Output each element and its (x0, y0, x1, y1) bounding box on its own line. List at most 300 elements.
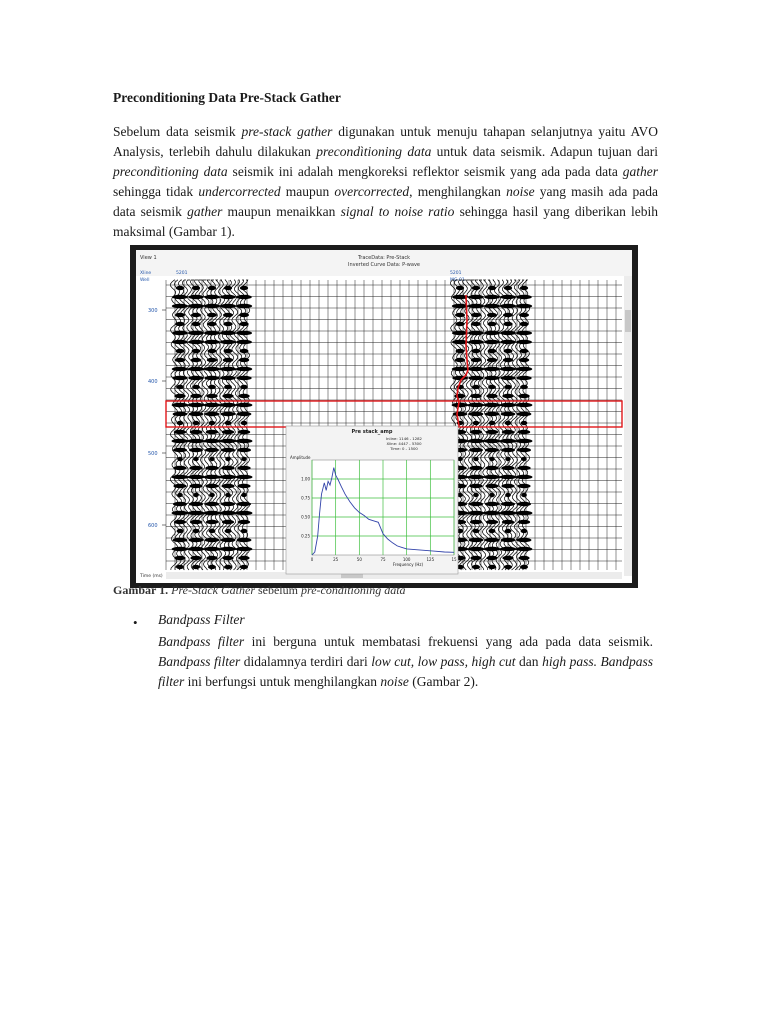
trace-lobe (521, 457, 526, 461)
trace-lobe (204, 475, 221, 479)
trace-lobe (516, 340, 532, 344)
trace-lobe (207, 322, 216, 326)
trace-lobe (204, 367, 221, 371)
trace-lobe (172, 295, 188, 299)
trace-lobe (468, 340, 484, 344)
trace-lobe (484, 439, 501, 443)
trace-lobe (204, 331, 220, 335)
trace-lobe (486, 430, 498, 434)
trace-lobe (221, 466, 234, 470)
trace-lobe (517, 502, 531, 506)
trace-lobe (221, 412, 236, 416)
trace-lobe (236, 547, 253, 551)
intro-paragraph (113, 122, 658, 242)
paragraph-run: undercorrected (198, 184, 281, 199)
trace-lobe (240, 565, 248, 569)
trace-lobe (224, 349, 233, 353)
trace-lobe (500, 475, 517, 479)
bullet-text-run: (Gambar 2). (408, 674, 479, 689)
trace-lobe (468, 295, 484, 299)
trace-lobe (521, 421, 528, 425)
trace-lobe (236, 340, 252, 344)
trace-lobe (192, 349, 201, 353)
trace-lobe (484, 511, 501, 515)
trace-lobe (173, 502, 187, 506)
vertical-scrollbar-thumb[interactable] (625, 310, 631, 332)
trace-lobe (518, 430, 530, 434)
trace-lobe (517, 466, 530, 470)
paragraph-run: Sebelum data seismik (113, 124, 242, 139)
trace-lobe (504, 349, 513, 353)
paragraph-run: gather (187, 204, 223, 219)
trace-lobe (177, 493, 183, 497)
trace-lobe (518, 520, 530, 524)
trace-lobe (484, 376, 499, 380)
trace-lobe (471, 358, 481, 362)
trace-lobe (485, 538, 500, 542)
trace-lobe (468, 376, 483, 380)
trace-lobe (488, 565, 496, 569)
trace-lobe (236, 511, 253, 515)
trace-lobe (469, 448, 483, 452)
trace-lobe (516, 304, 532, 308)
trace-lobe (517, 448, 531, 452)
trace-lobe (472, 565, 480, 569)
plot-grid (312, 460, 454, 555)
trace-lobe (455, 358, 465, 362)
x-tick-label: 0 (310, 557, 314, 562)
trace-lobe (172, 367, 189, 371)
caption-run: Pre-Stack Gather (171, 583, 255, 597)
trace-lobe (469, 502, 483, 506)
trace-lobe (455, 313, 465, 317)
trace-lobe (220, 511, 237, 515)
trace-lobe (205, 466, 218, 470)
trace-lobe (190, 430, 202, 434)
trace-lobe (220, 340, 236, 344)
trace-lobe (516, 376, 531, 380)
trace-lobe (204, 295, 220, 299)
amplitude-spectrum-window (286, 426, 458, 574)
trace-lobe (469, 466, 482, 470)
trace-lobe (452, 367, 469, 371)
trace-lobe (484, 475, 501, 479)
right-gather-label: 5201 (450, 271, 462, 276)
bullet-text-run: low cut, low pass, high cut (371, 654, 516, 669)
trace-lobe (519, 358, 529, 362)
trace-lobe (205, 538, 220, 542)
trace-lobe (172, 376, 187, 380)
paragraph-run: sehingga tidak (113, 184, 199, 199)
trace-lobe (516, 367, 533, 371)
trace-lobe (224, 286, 232, 290)
trace-lobe (470, 556, 481, 560)
trace-lobe (221, 502, 235, 506)
x-tick-label: 100 (402, 557, 411, 562)
bullet-text-run: noise (380, 674, 409, 689)
trace-lobe (188, 511, 205, 515)
trace-lobe (222, 520, 234, 524)
paragraph-run: precondìtioning data (113, 164, 228, 179)
trace-lobe (501, 502, 515, 506)
trace-lobe (205, 448, 219, 452)
trace-lobe (236, 403, 253, 407)
trace-lobe (500, 295, 516, 299)
trace-lobe (516, 295, 532, 299)
xline-label: Xline (140, 271, 152, 276)
trace-lobe (205, 412, 220, 416)
caption-run: sebelum (254, 583, 301, 597)
trace-lobe (204, 547, 221, 551)
trace-lobe (220, 331, 236, 335)
trace-lobe (223, 322, 232, 326)
trace-lobe (502, 430, 514, 434)
trace-lobe (239, 322, 248, 326)
bullet-text-run: ini berfungsi untuk menghilangkan (184, 674, 381, 689)
figure-caption (113, 583, 406, 598)
trace-lobe (501, 448, 515, 452)
time-tick-label: 400 (148, 379, 158, 385)
trace-lobe (206, 520, 218, 524)
time-tick-label: 500 (148, 451, 158, 457)
trace-lobe (188, 304, 204, 308)
trace-lobe (501, 466, 514, 470)
trace-lobe (456, 349, 465, 353)
trace-lobe (487, 322, 496, 326)
trace-lobe (173, 538, 188, 542)
trace-lobe (500, 376, 515, 380)
trace-lobe (221, 448, 235, 452)
trace-lobe (209, 457, 214, 461)
trace-lobe (516, 475, 533, 479)
trace-lobe (504, 565, 512, 569)
trace-lobe (520, 286, 528, 290)
paragraph-run: untuk data seismik. Adapun tujuan dari (431, 144, 658, 159)
trace-lobe (503, 358, 513, 362)
trace-lobe (221, 538, 236, 542)
trace-lobe (173, 412, 188, 416)
header-line1: TraceData: Pre-Stack (357, 255, 411, 261)
right-gather-sublabel: MG-01 (450, 278, 465, 283)
trace-lobe (172, 331, 188, 335)
trace-lobe (456, 286, 464, 290)
trace-lobe (485, 466, 498, 470)
trace-lobe (238, 430, 250, 434)
trace-lobe (193, 493, 199, 497)
trace-lobe (503, 313, 513, 317)
trace-lobe (188, 403, 205, 407)
trace-lobe (190, 520, 202, 524)
trace-lobe (223, 358, 233, 362)
trace-lobe (193, 529, 200, 533)
trace-lobe (190, 394, 202, 398)
trace-lobe (189, 448, 203, 452)
trace-lobe (175, 322, 184, 326)
bullet-text-run: Bandpass filter (158, 634, 245, 649)
trace-lobe (516, 511, 533, 515)
trace-lobe (191, 358, 201, 362)
trace-lobe (224, 385, 232, 389)
trace-lobe (204, 376, 219, 380)
trace-lobe (240, 286, 248, 290)
bullet-dot: • (133, 615, 138, 630)
trace-lobe (503, 322, 512, 326)
trace-lobe (205, 502, 219, 506)
trace-lobe (517, 412, 532, 416)
paragraph-run: noise (506, 184, 535, 199)
paragraph-run: precondìtioning data (316, 144, 432, 159)
trace-lobe (209, 421, 216, 425)
trace-lobe (501, 412, 516, 416)
trace-lobe (241, 493, 247, 497)
trace-lobe (516, 547, 533, 551)
trace-lobe (239, 358, 249, 362)
trace-lobe (520, 565, 528, 569)
trace-lobe (484, 340, 500, 344)
trace-lobe (207, 313, 217, 317)
trace-lobe (193, 421, 200, 425)
trace-lobe (453, 412, 468, 416)
trace-lobe (471, 322, 480, 326)
trace-lobe (489, 457, 494, 461)
caption-label: Gambar 1. (113, 583, 169, 597)
y-tick-label: 0.25 (301, 533, 310, 539)
bullet-text-run: ini berguna untuk membatasi frekuensi yang ada pada data seismik. (244, 634, 653, 649)
trace-lobe (236, 331, 252, 335)
trace-lobe (520, 385, 528, 389)
trace-lobe (236, 439, 253, 443)
trace-lobe (488, 349, 497, 353)
trace-lobe (517, 538, 532, 542)
plot-info-2: Xline: 4447 - 5300 (386, 441, 422, 446)
trace-lobe (240, 349, 249, 353)
trace-lobe (237, 448, 251, 452)
trace-lobe (177, 457, 182, 461)
trace-lobe (237, 502, 251, 506)
paragraph-run: overcorrected (334, 184, 410, 199)
trace-lobe (486, 520, 498, 524)
trace-lobe (237, 538, 252, 542)
trace-lobe (502, 556, 513, 560)
paragraph-run: maupun (280, 184, 335, 199)
trace-lobe (176, 385, 184, 389)
trace-lobe (175, 313, 185, 317)
trace-lobe (206, 556, 217, 560)
trace-lobe (518, 394, 530, 398)
trace-lobe (484, 304, 500, 308)
trace-lobe (468, 511, 485, 515)
trace-lobe (240, 385, 248, 389)
trace-lobe (472, 349, 481, 353)
trace-lobe (455, 322, 464, 326)
trace-lobe (173, 484, 186, 488)
trace-lobe (188, 367, 205, 371)
trace-lobe (225, 493, 231, 497)
trace-lobe (468, 367, 485, 371)
paragraph-run: gather (622, 164, 658, 179)
trace-lobe (208, 565, 216, 569)
trace-lobe (189, 466, 202, 470)
trace-lobe (176, 286, 184, 290)
trace-lobe (484, 331, 500, 335)
y-tick-label: 0.75 (301, 495, 310, 501)
trace-lobe (489, 493, 495, 497)
trace-lobe (484, 367, 501, 371)
trace-lobe (485, 502, 499, 506)
trace-lobe (172, 547, 189, 551)
trace-lobe (519, 313, 529, 317)
time-tick-label: 300 (148, 308, 158, 314)
trace-lobe (505, 493, 511, 497)
trace-lobe (468, 304, 484, 308)
trace-lobe (241, 457, 246, 461)
trace-lobe (516, 403, 533, 407)
trace-lobe (236, 304, 252, 308)
trace-lobe (208, 349, 217, 353)
trace-lobe (452, 403, 469, 407)
trace-lobe (192, 286, 200, 290)
trace-lobe (484, 547, 501, 551)
trace-lobe (471, 313, 481, 317)
trace-lobe (516, 331, 532, 335)
trace-lobe (173, 466, 186, 470)
bullet-heading: Bandpass Filter (158, 612, 245, 627)
trace-lobe (225, 457, 230, 461)
trace-lobe (236, 376, 251, 380)
trace-lobe (473, 421, 480, 425)
trace-lobe (468, 547, 485, 551)
trace-lobe (469, 484, 482, 488)
trace-lobe (204, 304, 220, 308)
plot-title: Pre stack_amp (351, 429, 393, 435)
trace-lobe (505, 457, 510, 461)
trace-lobe (172, 403, 189, 407)
trace-lobe (208, 286, 216, 290)
bullet-text-run: Bandpass filter (158, 654, 241, 669)
trace-lobe (489, 529, 496, 533)
trace-lobe (172, 340, 188, 344)
trace-lobe (188, 475, 205, 479)
plot-info-1: Inline: 1146 - 1282 (386, 436, 422, 441)
trace-lobe (204, 403, 221, 407)
trace-lobe (204, 439, 221, 443)
trace-lobe (502, 520, 514, 524)
trace-lobe (518, 556, 529, 560)
trace-lobe (225, 529, 232, 533)
trace-lobe (173, 448, 187, 452)
trace-lobe (236, 475, 253, 479)
trace-lobe (193, 457, 198, 461)
trace-lobe (521, 529, 528, 533)
y-tick-label: 0.50 (301, 514, 310, 520)
trace-lobe (177, 529, 184, 533)
trace-lobe (188, 439, 205, 443)
trace-lobe (205, 484, 218, 488)
trace-lobe (224, 565, 232, 569)
trace-lobe (500, 304, 516, 308)
trace-lobe (191, 313, 201, 317)
trace-lobe (238, 394, 250, 398)
bullet-text-run: didalamnya terdiri dari (240, 654, 372, 669)
trace-lobe (236, 367, 253, 371)
trace-lobe (473, 493, 479, 497)
x-tick-label: 50 (356, 557, 362, 562)
trace-lobe (500, 367, 517, 371)
bullet-text (158, 632, 653, 692)
trace-lobe (222, 430, 234, 434)
trace-lobe (500, 547, 517, 551)
trace-lobe (236, 295, 252, 299)
trace-lobe (174, 394, 186, 398)
trace-lobe (520, 349, 529, 353)
trace-lobe (222, 556, 233, 560)
trace-lobe (190, 556, 201, 560)
trace-lobe (488, 385, 496, 389)
x-tick-label: 15 (451, 557, 457, 562)
trace-lobe (220, 403, 237, 407)
trace-lobe (501, 538, 516, 542)
trace-lobe (237, 484, 250, 488)
x-tick-label: 125 (426, 557, 435, 562)
trace-lobe (221, 484, 234, 488)
trace-lobe (501, 484, 514, 488)
trace-lobe (470, 430, 482, 434)
trace-lobe (468, 439, 485, 443)
paragraph-run: , menghilangkan (409, 184, 507, 199)
paragraph-run: digunakan untuk menuju tahapan selanjutnya yaitu AVO Analysis, terlebih dahulu dilakukan (113, 124, 658, 159)
trace-lobe (488, 286, 496, 290)
trace-lobe (486, 394, 498, 398)
trace-lobe (209, 529, 216, 533)
trace-lobe (502, 394, 514, 398)
trace-lobe (487, 313, 497, 317)
trace-lobe (207, 358, 217, 362)
trace-lobe (209, 493, 215, 497)
trace-lobe (188, 331, 204, 335)
trace-lobe (220, 367, 237, 371)
trace-lobe (225, 421, 232, 425)
trace-lobe (172, 439, 189, 443)
trace-lobe (237, 412, 252, 416)
trace-lobe (175, 358, 185, 362)
trace-lobe (468, 475, 485, 479)
bullet-text-run: dan (515, 654, 543, 669)
trace-lobe (468, 403, 485, 407)
trace-lobe (220, 475, 237, 479)
trace-lobe (472, 385, 480, 389)
trace-lobe (241, 421, 248, 425)
trace-lobe (500, 439, 517, 443)
bullet-text-run: Bandpass filter (158, 654, 653, 689)
trace-lobe (470, 394, 482, 398)
paragraph-run: sehingga hasil yang diberikan lebih maksimal (Gambar 1). (113, 204, 658, 239)
trace-lobe (220, 439, 237, 443)
paragraph-run: seismik ini adalah mengkoreksi reflektor seismik yang ada pada data (227, 164, 623, 179)
trace-lobe (521, 493, 527, 497)
trace-lobe (188, 376, 203, 380)
seismic-software-screenshot (136, 250, 632, 583)
trace-lobe (239, 313, 249, 317)
trace-lobe (220, 295, 236, 299)
caption-run: pre-conditioning data (300, 583, 406, 597)
plot-ylabel: Amplitude (290, 455, 311, 460)
paragraph-run: maupun menaikkan (222, 204, 341, 219)
trace-lobe (204, 511, 221, 515)
trace-lobe (189, 502, 203, 506)
time-tick-label: 600 (148, 523, 158, 529)
trace-lobe (473, 457, 478, 461)
trace-lobe (189, 484, 202, 488)
